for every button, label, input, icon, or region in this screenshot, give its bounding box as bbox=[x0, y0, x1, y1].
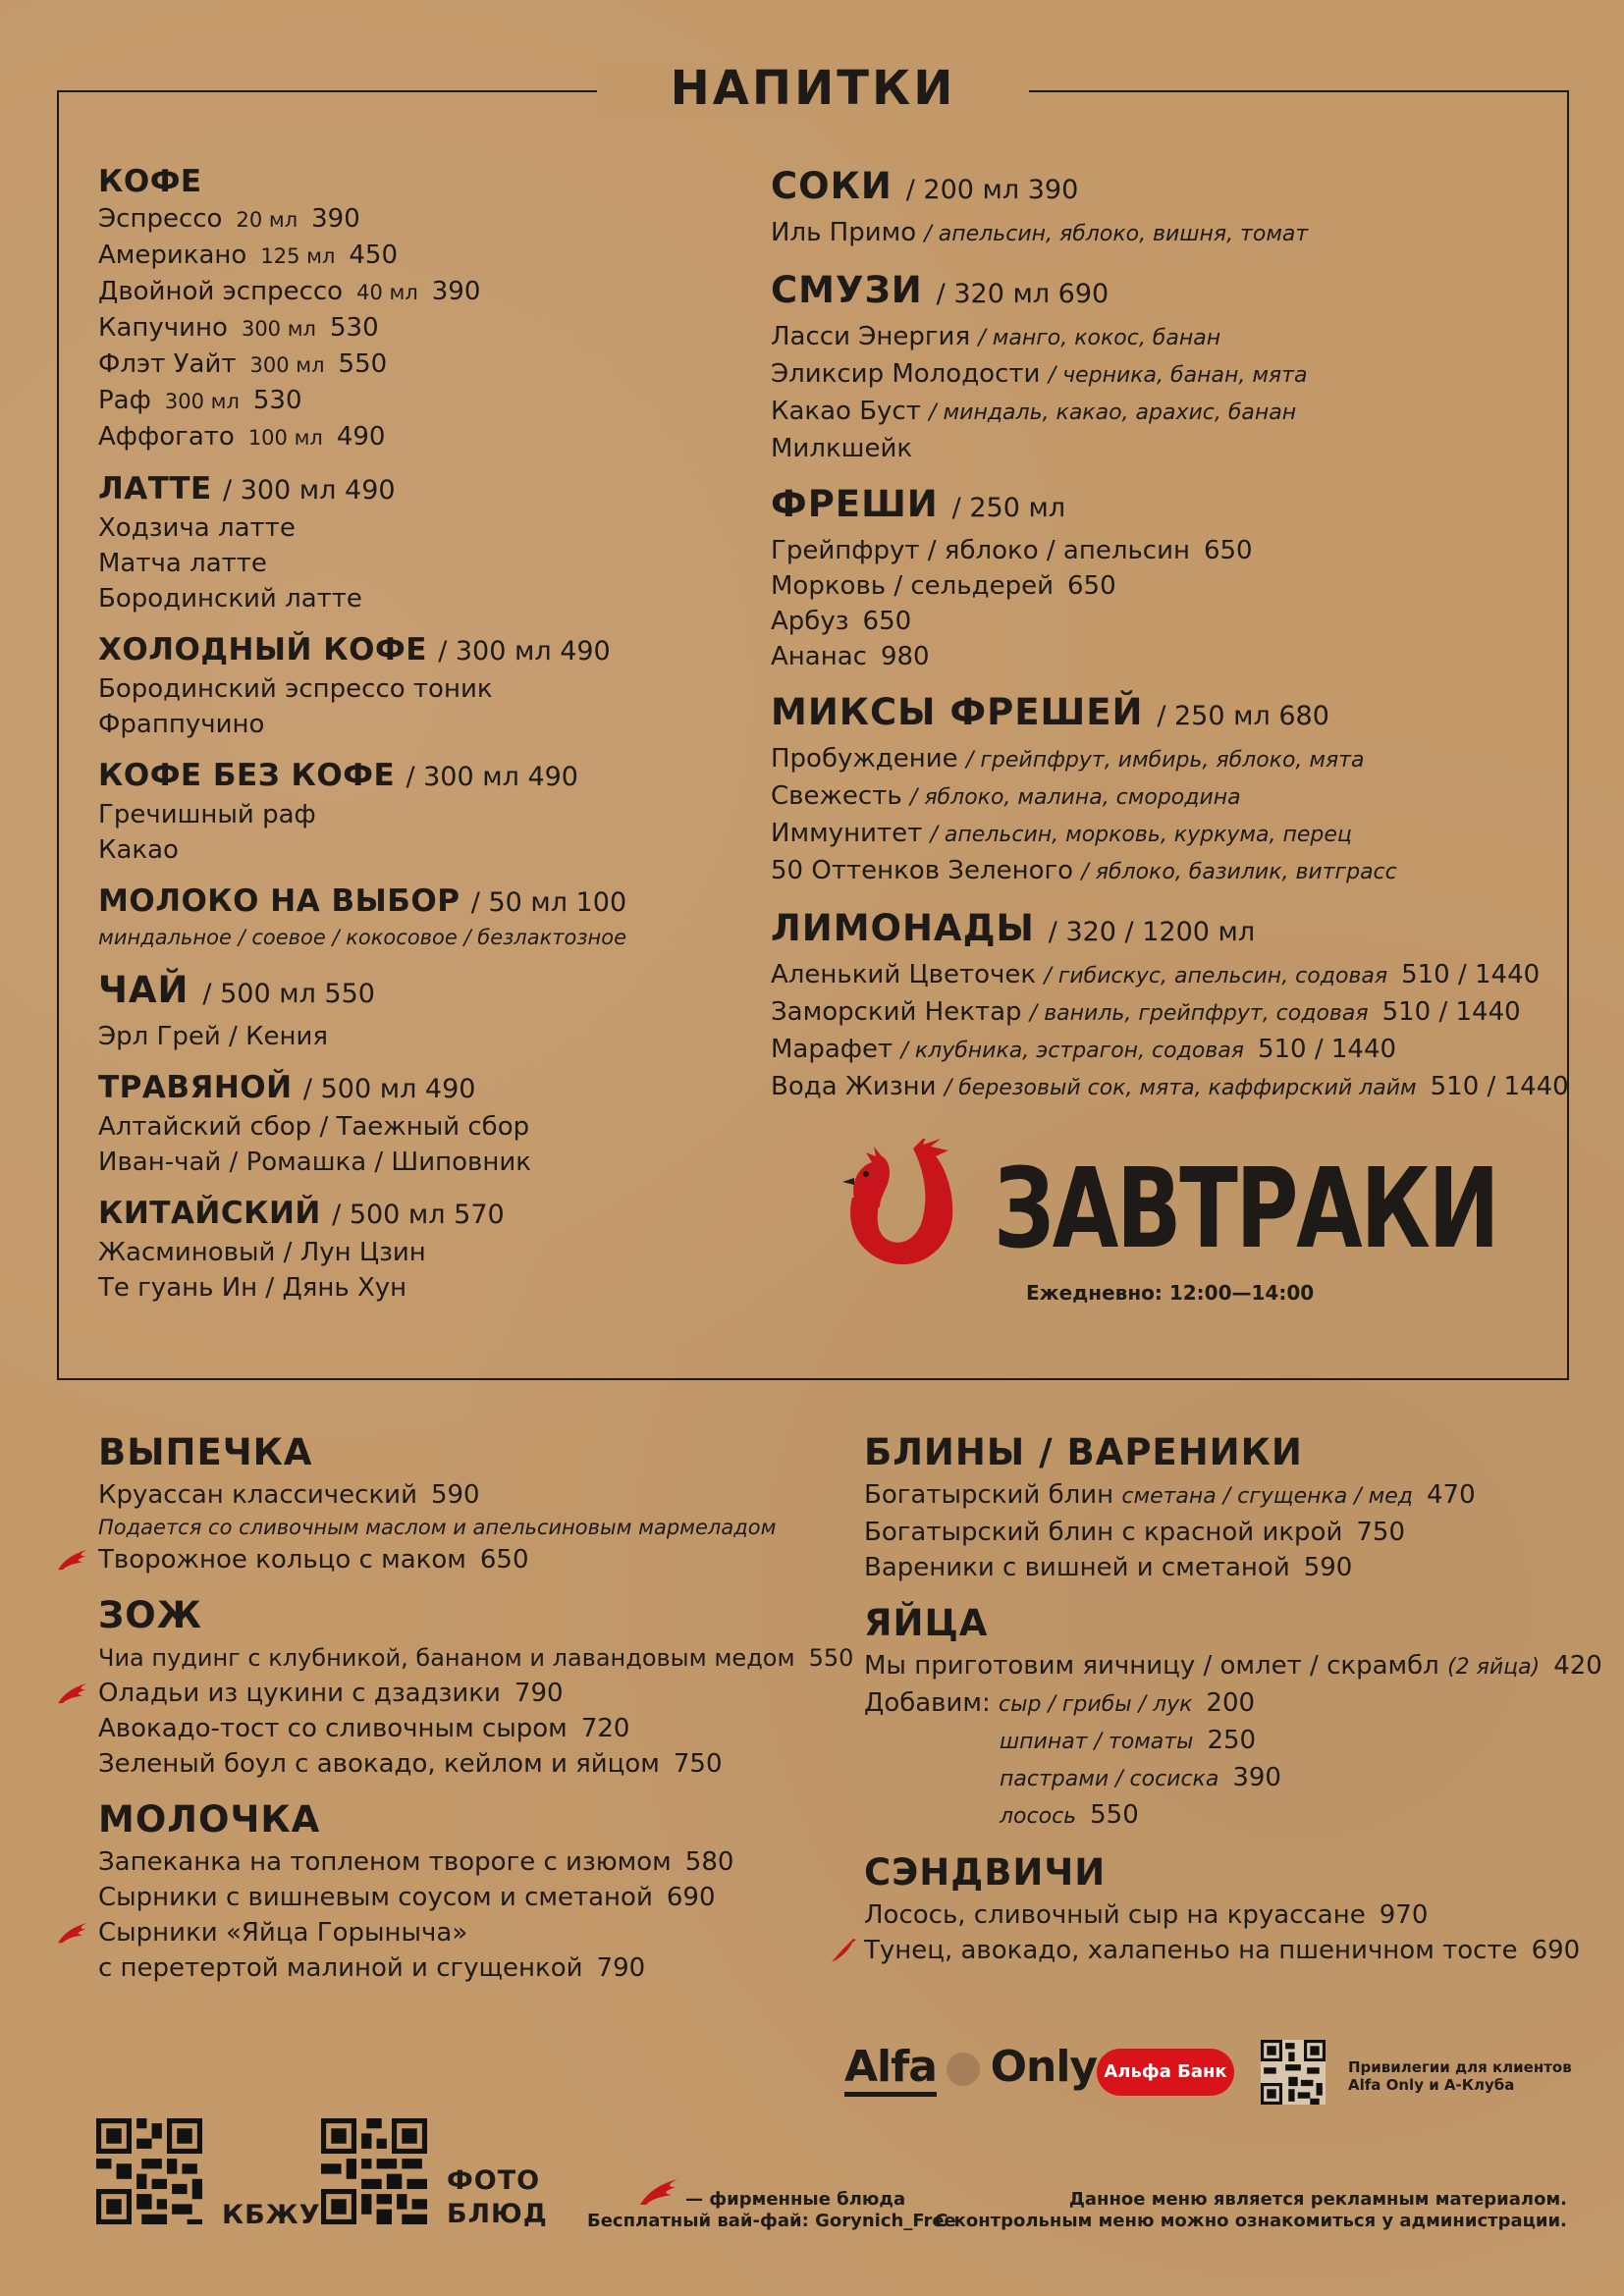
menu-item bbox=[864, 1515, 1610, 1550]
section-volume-price: / 300 мл 490 bbox=[223, 475, 396, 506]
item-name: Жасминовый / Лун Цзин bbox=[98, 1238, 426, 1267]
section-gap bbox=[771, 890, 1556, 904]
item-name: Иван-чай / Ромашка / Шиповник bbox=[98, 1148, 531, 1177]
item-price: 580 bbox=[684, 1847, 734, 1877]
section-volume-price: / 50 мл 100 bbox=[470, 887, 627, 918]
qr-pattern-icon bbox=[1261, 2040, 1326, 2105]
section-volume-price: / 320 мл 690 bbox=[936, 279, 1110, 309]
section-name: ЗОЖ bbox=[98, 1594, 203, 1636]
qr-kbju-label: КБЖУ bbox=[222, 2200, 321, 2230]
section-heading bbox=[864, 1599, 1610, 1648]
breakfast-schedule: Ежедневно: 12:00—14:00 bbox=[1026, 1281, 1315, 1305]
item-volume: 300 мл bbox=[164, 390, 240, 413]
item-description: / яблоко, малина, смородина bbox=[909, 785, 1241, 810]
item-name: 50 Оттенков Зеленого bbox=[771, 856, 1074, 885]
section-name: МИКСЫ ФРЕШЕЙ bbox=[771, 691, 1144, 733]
menu-item bbox=[771, 957, 1556, 994]
item-price: 200 bbox=[1206, 1688, 1256, 1718]
section-heading bbox=[98, 630, 727, 671]
item-name: Эликсир Молодости bbox=[771, 359, 1041, 389]
item-price: 250 bbox=[1207, 1726, 1257, 1755]
item-name: Творожное кольцо с маком bbox=[98, 1545, 466, 1575]
item-price: 650 bbox=[1067, 571, 1116, 601]
section-volume-price: / 500 мл 570 bbox=[332, 1200, 505, 1230]
item-description: / березовый сок, мята, каффирский лайм bbox=[944, 1076, 1417, 1100]
drinks-title: НАПИТКИ bbox=[597, 61, 1029, 120]
item-name: Сырники «Яйца Горыныча» bbox=[98, 1918, 468, 1948]
item-price: 470 bbox=[1427, 1480, 1476, 1510]
section-gap bbox=[771, 252, 1556, 266]
item-price: 510 / 1440 bbox=[1401, 960, 1541, 989]
item-price: 720 bbox=[580, 1714, 630, 1743]
section-name: БЛИНЫ / ВАРЕНИКИ bbox=[864, 1431, 1303, 1473]
item-note: Подается со сливочным маслом и апельсиновым мармеладом bbox=[98, 1516, 777, 1539]
menu-item bbox=[98, 383, 727, 419]
item-name: Какао bbox=[98, 835, 179, 865]
section-volume-price: / 200 мл 390 bbox=[905, 175, 1079, 205]
rooster-logo-icon bbox=[833, 1139, 970, 1276]
menu-item bbox=[771, 568, 1556, 604]
item-price: 550 bbox=[338, 349, 388, 379]
menu-item bbox=[98, 1477, 864, 1513]
item-name: Марафет bbox=[771, 1035, 893, 1064]
section-heading bbox=[98, 469, 727, 510]
drinks-right-column bbox=[771, 162, 1569, 1106]
food-left-column bbox=[98, 1428, 864, 1986]
item-name: Тунец, авокадо, халапеньо на пшеничном тосте bbox=[864, 1936, 1518, 1965]
menu-item bbox=[98, 201, 727, 238]
section-name: КОФЕ bbox=[98, 164, 202, 199]
section-gap bbox=[98, 742, 727, 756]
signature-feather-icon bbox=[636, 2175, 681, 2209]
item-note: миндальное / соевое / кокосовое / безлактозное bbox=[98, 926, 627, 949]
alfa-bank-badge: Альфа Банк bbox=[1097, 2049, 1234, 2096]
menu-item bbox=[771, 639, 1556, 674]
menu-item bbox=[98, 671, 727, 707]
item-price: 550 bbox=[808, 1644, 854, 1672]
item-description: сметана / сгущенка / мед bbox=[1121, 1484, 1414, 1509]
qr-photo-label-line2: БЛЮД bbox=[447, 2199, 548, 2229]
item-name: Морковь / сельдерей bbox=[771, 571, 1054, 601]
section-heading bbox=[98, 1591, 864, 1640]
item-name: Богатырский блин с красной икрой bbox=[864, 1518, 1343, 1547]
item-name: Аленький Цветочек bbox=[771, 960, 1037, 989]
qr-code-alfa[interactable] bbox=[1261, 2040, 1326, 2105]
menu-item bbox=[98, 546, 727, 581]
item-description: шпинат / томаты bbox=[1000, 1730, 1194, 1754]
menu-item bbox=[98, 1880, 864, 1915]
menu-item bbox=[98, 510, 727, 546]
chili-pepper-icon bbox=[829, 1936, 858, 1965]
section-heading bbox=[771, 688, 1556, 741]
section-volume-price: / 250 мл bbox=[951, 493, 1066, 523]
section-heading bbox=[771, 480, 1556, 533]
item-description: / апельсин, морковь, куркума, перец bbox=[930, 823, 1352, 847]
section-heading bbox=[771, 904, 1556, 957]
qr-photo-label-line1: ФОТО bbox=[447, 2165, 541, 2196]
item-name: Грейпфрут / яблоко / апельсин bbox=[771, 536, 1190, 565]
item-description: сыр / грибы / лук bbox=[999, 1692, 1193, 1717]
section-heading bbox=[864, 1848, 1610, 1897]
alfa-only-logo bbox=[844, 2042, 1097, 2092]
item-description: (2 яйца) bbox=[1447, 1655, 1541, 1680]
qr-pattern-icon bbox=[321, 2118, 427, 2224]
item-description: / клубника, эстрагон, содовая bbox=[900, 1039, 1244, 1063]
menu-item bbox=[98, 1145, 727, 1180]
menu-item bbox=[771, 741, 1556, 778]
menu-item bbox=[864, 1550, 1610, 1585]
item-price: 420 bbox=[1553, 1651, 1602, 1681]
item-price: 450 bbox=[349, 240, 399, 270]
menu-item bbox=[98, 1109, 727, 1145]
qr-code-photo[interactable] bbox=[321, 2118, 427, 2224]
signature-note: — фирменные блюда bbox=[685, 2189, 906, 2210]
section-name: ЛИМОНАДЫ bbox=[771, 907, 1035, 949]
item-price: 390 bbox=[311, 204, 360, 234]
item-name: Лосось, сливочный сыр на круассане bbox=[864, 1900, 1366, 1930]
menu-item bbox=[864, 1760, 1610, 1797]
item-price: 790 bbox=[596, 1953, 646, 1983]
privileges-line2: Alfa Only и А-Клуба bbox=[1348, 2076, 1515, 2094]
item-price: 650 bbox=[862, 607, 912, 636]
menu-item bbox=[98, 1746, 864, 1782]
item-name: Авокадо-тост со сливочным сыром bbox=[98, 1714, 568, 1743]
item-name: Оладьи из цукини с дзадзики bbox=[98, 1679, 501, 1708]
section-name: КИТАЙСКИЙ bbox=[98, 1196, 321, 1231]
section-heading bbox=[98, 162, 727, 201]
menu-item bbox=[864, 1723, 1610, 1760]
item-name: Какао Буст bbox=[771, 397, 921, 426]
privileges-line1: Привилегии для клиентов bbox=[1348, 2058, 1572, 2076]
item-name: Алтайский сбор / Таежный сбор bbox=[98, 1112, 530, 1142]
item-price: 750 bbox=[1356, 1518, 1406, 1547]
disclaimer-line2: С контрольным меню можно ознакомиться у администрации. bbox=[935, 2211, 1567, 2231]
qr-photo-label bbox=[447, 2164, 548, 2231]
item-name: Свежесть bbox=[771, 781, 902, 811]
section-name: ВЫПЕЧКА bbox=[98, 1431, 313, 1473]
section-name: СМУЗИ bbox=[771, 269, 923, 311]
section-name: ЛАТТЕ bbox=[98, 471, 212, 507]
section-heading bbox=[98, 1068, 727, 1109]
menu-item bbox=[771, 356, 1556, 394]
menu-item bbox=[98, 1542, 864, 1577]
section-name: ЧАЙ bbox=[98, 969, 189, 1011]
signature-feather-icon bbox=[55, 1546, 90, 1574]
menu-item bbox=[98, 1676, 864, 1711]
item-name: Матча латте bbox=[98, 549, 267, 578]
menu-item bbox=[771, 533, 1556, 568]
item-name: Запеканка на топленом твороге с изюмом bbox=[98, 1847, 672, 1877]
menu-item bbox=[98, 1640, 864, 1676]
section-heading bbox=[98, 881, 727, 923]
privileges-note bbox=[1348, 2058, 1572, 2094]
section-volume-price: / 500 мл 490 bbox=[302, 1074, 476, 1104]
item-description: / яблоко, базилик, витграсс bbox=[1081, 860, 1397, 884]
item-name: Иммунитет bbox=[771, 819, 923, 848]
section-name: ЯЙЦА bbox=[864, 1602, 989, 1644]
item-volume: 40 мл bbox=[356, 281, 418, 304]
item-name: Вареники с вишней и сметаной bbox=[864, 1553, 1290, 1582]
item-price: 490 bbox=[336, 422, 386, 452]
item-name: Двойной эспрессо bbox=[98, 277, 344, 306]
alfa-only-text-b: Only bbox=[990, 2042, 1098, 2092]
section-volume-price: / 250 мл 680 bbox=[1157, 701, 1329, 731]
food-right-column bbox=[864, 1428, 1610, 1968]
item-price: 750 bbox=[673, 1749, 723, 1779]
item-price: 390 bbox=[431, 277, 481, 306]
item-price: 980 bbox=[880, 642, 930, 671]
item-name: Арбуз bbox=[771, 607, 849, 636]
menu-item bbox=[98, 419, 727, 455]
section-volume-price: / 320 / 1200 мл bbox=[1048, 917, 1256, 947]
menu-item bbox=[98, 347, 727, 383]
menu-item bbox=[98, 1019, 727, 1054]
item-name: Аффогато bbox=[98, 422, 235, 452]
menu-item bbox=[864, 1685, 1610, 1723]
menu-item bbox=[771, 431, 1556, 466]
item-price: 690 bbox=[1531, 1936, 1581, 1965]
section-gap bbox=[98, 952, 727, 966]
item-price: 650 bbox=[1203, 536, 1253, 565]
item-name: Флэт Уайт bbox=[98, 349, 237, 379]
item-description: / манго, кокос, банан bbox=[978, 326, 1221, 350]
menu-item bbox=[98, 1950, 864, 1986]
menu-item bbox=[98, 707, 727, 742]
menu-item bbox=[771, 394, 1556, 431]
menu-item bbox=[98, 1270, 727, 1306]
item-name: Те гуань Ин / Дянь Хун bbox=[98, 1273, 407, 1303]
item-price: 530 bbox=[252, 386, 302, 415]
menu-item bbox=[98, 310, 727, 347]
section-gap bbox=[864, 1835, 1610, 1848]
item-name: Ходзича латте bbox=[98, 513, 296, 543]
item-name: Иль Примо bbox=[771, 218, 917, 247]
section-gap bbox=[98, 616, 727, 630]
menu-item bbox=[771, 853, 1556, 890]
item-name: Бородинский латте bbox=[98, 584, 362, 614]
menu-item bbox=[98, 581, 727, 616]
section-name: ФРЕШИ bbox=[771, 483, 939, 525]
item-name: Гречишный раф bbox=[98, 800, 316, 829]
section-heading bbox=[771, 266, 1556, 319]
item-price: 390 bbox=[1232, 1763, 1281, 1792]
item-price: 790 bbox=[514, 1679, 564, 1708]
alfa-only-circle-icon bbox=[947, 2053, 980, 2086]
item-price: 650 bbox=[479, 1545, 529, 1575]
item-description: / черника, банан, мята bbox=[1048, 363, 1308, 388]
item-price: 590 bbox=[430, 1480, 480, 1510]
item-price: 690 bbox=[666, 1883, 716, 1912]
item-name: Заморский Нектар bbox=[771, 997, 1022, 1027]
item-price: 510 / 1440 bbox=[1430, 1072, 1569, 1101]
item-name: Американо bbox=[98, 240, 247, 270]
wifi-info: Бесплатный вай-фай: Gorynich_Free bbox=[587, 2211, 956, 2231]
section-name: КОФЕ БЕЗ КОФЕ bbox=[98, 758, 396, 793]
section-name: МОЛОКО НА ВЫБОР bbox=[98, 883, 460, 919]
item-name: Ананас bbox=[771, 642, 867, 671]
alfa-only-text-a: Alfa bbox=[844, 2042, 937, 2097]
section-gap bbox=[98, 1782, 864, 1795]
section-name: СЭНДВИЧИ bbox=[864, 1851, 1107, 1894]
item-name: Мы приготовим яичницу / омлет / скрамбл bbox=[864, 1651, 1439, 1681]
section-volume-price: / 500 мл 550 bbox=[202, 979, 375, 1009]
menu-item bbox=[771, 604, 1556, 639]
menu-item bbox=[771, 994, 1556, 1032]
item-description: / миндаль, какао, арахис, банан bbox=[929, 400, 1297, 425]
item-volume: 125 мл bbox=[260, 244, 336, 268]
menu-item bbox=[864, 1797, 1610, 1835]
item-name: Эспрессо bbox=[98, 204, 223, 234]
menu-item bbox=[98, 797, 727, 832]
menu-item bbox=[98, 1235, 727, 1270]
section-gap bbox=[98, 1577, 864, 1591]
section-gap bbox=[98, 1054, 727, 1068]
menu-item bbox=[864, 1897, 1610, 1933]
qr-code-kbju[interactable] bbox=[96, 2118, 202, 2224]
menu-item bbox=[98, 238, 727, 274]
item-name: Ласси Энергия bbox=[771, 322, 971, 351]
section-gap bbox=[98, 868, 727, 881]
menu-item bbox=[864, 1477, 1610, 1515]
menu-item bbox=[771, 1032, 1556, 1069]
item-name: Круассан классический bbox=[98, 1480, 417, 1510]
drinks-left-column bbox=[98, 162, 727, 1306]
section-gap bbox=[864, 1585, 1610, 1599]
item-name: Пробуждение bbox=[771, 744, 958, 774]
item-description: пастрами / сосиска bbox=[1000, 1767, 1219, 1791]
section-gap bbox=[98, 1180, 727, 1194]
item-name: Добавим: bbox=[864, 1688, 991, 1718]
section-heading bbox=[98, 1194, 727, 1235]
item-name: Раф bbox=[98, 386, 151, 415]
section-gap bbox=[771, 466, 1556, 480]
item-name: Чиа пудинг с клубникой, бананом и лавандовым медом bbox=[98, 1644, 795, 1672]
item-name: Бородинский эспрессо тоник bbox=[98, 674, 493, 704]
menu-item bbox=[864, 1648, 1610, 1685]
menu-item bbox=[771, 215, 1556, 252]
item-description: / ваниль, грейпфрут, содовая bbox=[1029, 1001, 1369, 1026]
item-price: 970 bbox=[1379, 1900, 1429, 1930]
item-volume: 100 мл bbox=[247, 426, 323, 450]
section-name: ТРАВЯНОЙ bbox=[98, 1070, 293, 1105]
item-name: Зеленый боул с авокадо, кейлом и яйцом bbox=[98, 1749, 660, 1779]
item-name: Вода Жизни bbox=[771, 1072, 937, 1101]
section-name: ХОЛОДНЫЙ КОФЕ bbox=[98, 632, 427, 667]
section-gap bbox=[98, 455, 727, 469]
section-heading bbox=[98, 966, 727, 1019]
item-volume: 300 мл bbox=[249, 353, 325, 377]
item-name: Богатырский блин bbox=[864, 1480, 1114, 1510]
item-volume: 20 мл bbox=[236, 208, 298, 232]
item-name: Эрл Грей / Кения bbox=[98, 1022, 329, 1051]
item-description: / гибискус, апельсин, содовая bbox=[1044, 964, 1388, 988]
menu-item bbox=[864, 1933, 1610, 1968]
section-gap bbox=[771, 674, 1556, 688]
disclaimer-line1: Данное меню является рекламным материалом. bbox=[1068, 2189, 1567, 2210]
menu-item bbox=[771, 319, 1556, 356]
item-description: лосось bbox=[1000, 1804, 1077, 1829]
menu-item bbox=[98, 1915, 864, 1950]
item-volume: 300 мл bbox=[241, 317, 316, 341]
item-name: Капучино bbox=[98, 313, 228, 343]
item-description: / грейпфрут, имбирь, яблоко, мята bbox=[965, 748, 1365, 773]
section-volume-price: / 300 мл 490 bbox=[438, 636, 611, 667]
section-heading bbox=[98, 1795, 864, 1844]
section-volume-price: / 300 мл 490 bbox=[406, 762, 578, 792]
section-heading bbox=[864, 1428, 1610, 1477]
menu-item bbox=[98, 1844, 864, 1880]
item-name: с перетертой малиной и сгущенкой bbox=[98, 1953, 583, 1983]
signature-feather-icon bbox=[55, 1919, 90, 1947]
menu-item bbox=[771, 1069, 1569, 1106]
item-name: Фраппучино bbox=[98, 710, 265, 739]
section-heading bbox=[98, 756, 727, 797]
item-price: 590 bbox=[1303, 1553, 1353, 1582]
section-name: СОКИ bbox=[771, 165, 893, 207]
item-price: 510 / 1440 bbox=[1381, 997, 1521, 1027]
item-name: Милкшейк bbox=[771, 434, 913, 463]
section-name: МОЛОЧКА bbox=[98, 1798, 321, 1841]
menu-item bbox=[771, 816, 1556, 853]
menu-item bbox=[98, 832, 727, 868]
signature-feather-icon bbox=[55, 1680, 90, 1707]
section-heading bbox=[771, 162, 1556, 215]
item-price: 510 / 1440 bbox=[1257, 1035, 1397, 1064]
item-description: / апельсин, яблоко, вишня, томат bbox=[924, 222, 1309, 246]
qr-pattern-icon bbox=[96, 2118, 202, 2224]
breakfast-title: ЗАВТРАКИ bbox=[994, 1146, 1498, 1273]
item-name: Сырники с вишневым соусом и сметаной bbox=[98, 1883, 653, 1912]
menu-item bbox=[771, 778, 1556, 816]
menu-item bbox=[98, 1711, 864, 1746]
section-heading bbox=[98, 1428, 864, 1477]
item-price: 550 bbox=[1090, 1800, 1139, 1830]
item-price: 530 bbox=[329, 313, 379, 343]
menu-item bbox=[98, 274, 727, 310]
